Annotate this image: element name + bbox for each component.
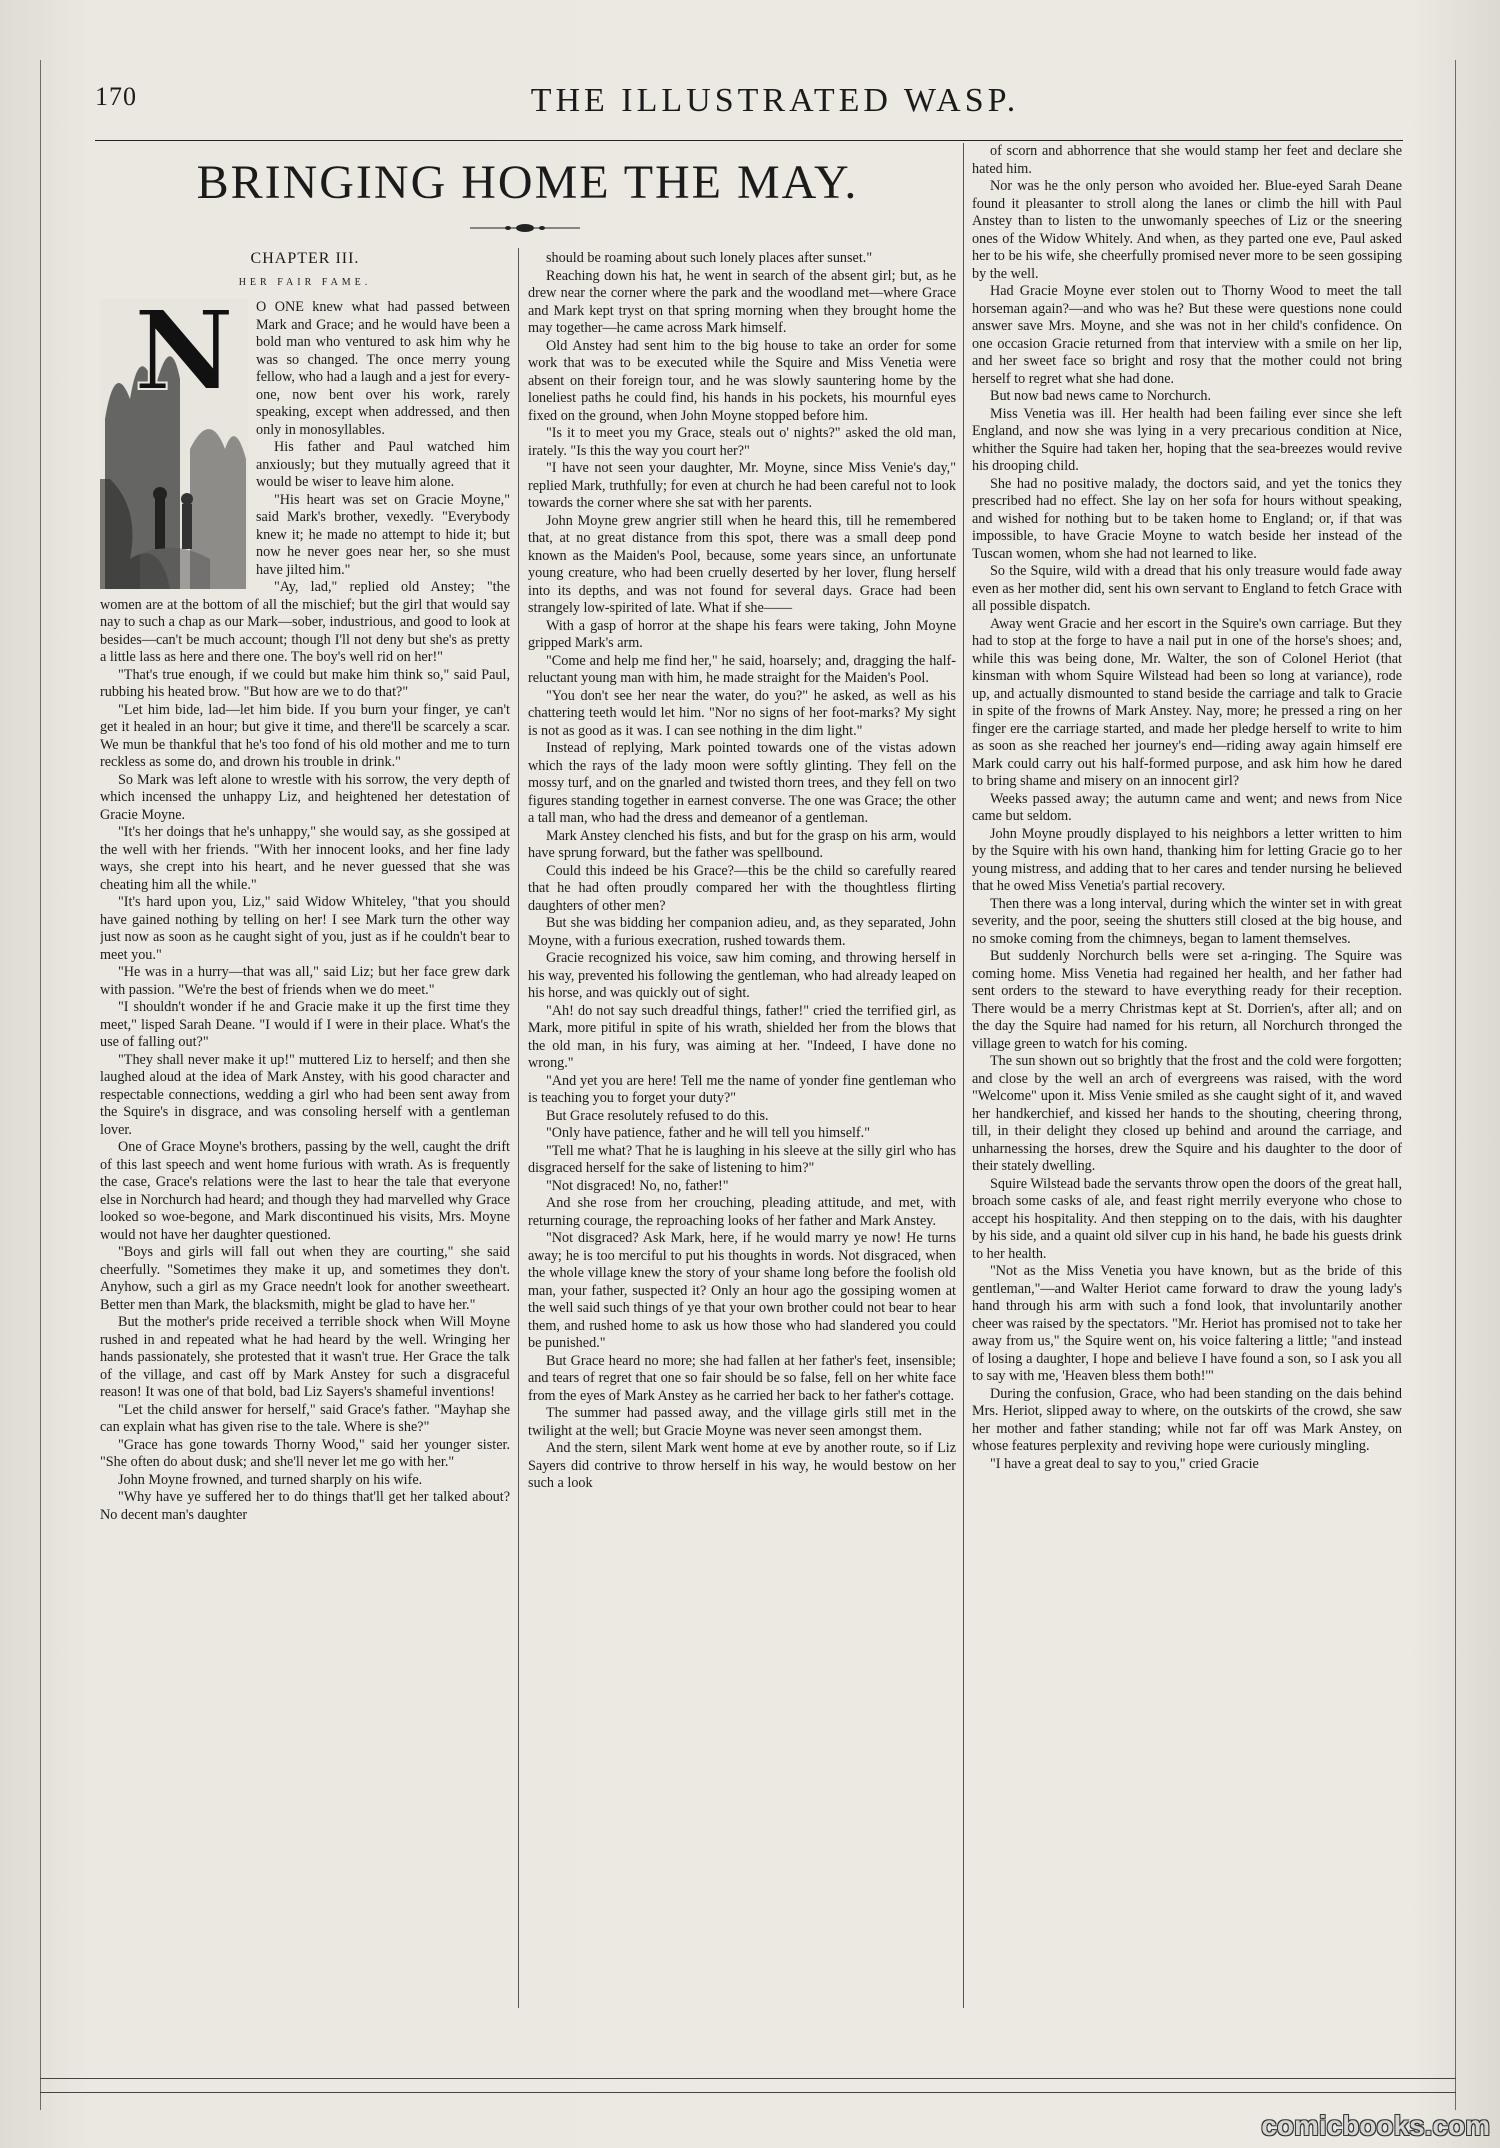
paragraph: "You don't see her near the water, do you?" he asked, as well as his chattering teeth would let him. "Nor no signs of her foot-marks? My sight is not as good as it was. I can see nothing in the dim light." <box>528 687 956 739</box>
article-column-2 <box>528 250 956 2015</box>
paragraph: "That's true enough, if we could but make him think so," said Paul, rubbing his heated brow. "But how are we to do that?" <box>100 666 510 700</box>
paragraph: "Is it to meet you my Grace, steals out o' nights?" asked the old man, irately. "Is this the way you court her?" <box>528 425 956 459</box>
paragraph: "And yet you are here! Tell me the name of yonder fine gentleman who is teaching you to forget your duty?" <box>528 1072 956 1106</box>
header-rule <box>95 140 1403 141</box>
paragraph: Old Anstey had sent him to the big house to take an order for some work that was to be executed while the Squire and Miss Venetia were absent on their foreign tour, and he was slowly sauntering home by the loneliest paths he could find, his hands in his pockets, his mournful eyes fixed on the ground, when John Moyne stopped before him. <box>528 337 956 424</box>
paragraph: Gracie recognized his voice, saw him coming, and throwing herself in his way, prevented his following the gentleman, who had already leaped on his horse, and was quickly out of sight. <box>528 950 956 1001</box>
paragraph: And the stern, silent Mark went home at eve by another route, so if Liz Sayers did contrive to throw herself in his way, he would bestow on her such a look <box>528 1440 956 1491</box>
chapter-heading: CHAPTER III. <box>250 250 360 267</box>
paragraph: But now bad news came to Norchurch. <box>990 388 1212 404</box>
paragraph: John Moyne proudly displayed to his neighbors a letter written to him by the Squire with his own hand, thanking him for letting Gracie go to her young mistress, and adding that to her cares and tender nursing he believed that he owed Miss Venetia's partial recovery. <box>972 825 1402 894</box>
paragraph: With a gasp of horror at the shape his fears were taking, John Moyne gripped Mark's arm. <box>528 617 956 651</box>
bottom-border-rule <box>40 2078 1456 2079</box>
paragraph: "Tell me what? That he is laughing in his sleeve at the silly girl who has disgraced herself for the sake of listening to him?" <box>528 1142 956 1176</box>
article-title: BRINGING HOME THE MAY. <box>196 156 859 209</box>
paragraph: Away went Gracie and her escort in the Squire's own carriage. But they had to stop at the forge to have a nail put in one of the horse's shoes; and, while this was being done, Mr. Walter, the son of Colonel Heriot (that kinsman with whom Squire Wilstead had been so long at variance), rode up, and actually dismounted to stand beside the carriage and talk to Gracie in spite of the frowns of Mark Anstey. Nay, more; he pressed a ring on her finger ere the carriage started, and made her pledge herself to write to him as soon as she reached her journey's end—riding away again himself ere Mark could carry out his half-formed purpose, and ask him how he dared to bring shame and misery on an innocent girl? <box>972 615 1402 789</box>
paragraph: should be roaming about such lonely places after sunset." <box>546 250 873 266</box>
paragraph: "They shall never make it up!" muttered Liz to herself; and then she laughed aloud at the idea of Mark Anstey, with his good character and respectable connections, wedding a girl who had been sent away from the Squire's in disgrace, and was consoling herself with a gentleman lover. <box>100 1051 510 1138</box>
paragraph: Mark Anstey clenched his fists, and but for the grasp on his arm, would have sprung forward, but the father was spellbound. <box>528 827 956 861</box>
paragraph: The sun shown out so brightly that the frost and the cold were forgotten; and close by the well an arch of evergreens was raised, with the word "Welcome" upon it. Miss Venie smiled as she caught sight of it, and waved her handkerchief, and kissed her hands to the shouting, cheering throng, till, in their delight they closed up behind and around the carriage, and unharnessing the horses, drew the Squire and his daughter to the door of their stately dwelling. <box>972 1053 1402 1174</box>
paragraph: "Ah! do not say such dreadful things, father!" cried the terrified girl, as Mark, more pitiful in spite of his wrath, shielded her from the blows that the old man, in his fury, was aiming at her. "Indeed, I have done no wrong." <box>528 1002 956 1071</box>
paragraph: "Why have ye suffered her to do things that'll get her talked about? No decent man's daughter <box>100 1489 510 1523</box>
article-column-3 <box>972 143 1402 2033</box>
paragraph: "His heart was set on Gracie Moyne," said Mark's brother, vexedly. "Everybody knew it; he made no attempt to hide it; but now he never goes near her, so she must have jilted him." <box>256 491 510 578</box>
title-ornament <box>470 222 580 234</box>
paragraph: Instead of replying, Mark pointed towards one of the vistas adown which the rays of the lady moon were softly glinting. They fell on the mossy turf, and on the gnarled and twisted thorn trees, and they fell on two figures standing together in earnest converse. The one was Grace; the other a tall man, who had the dress and demeanor of a gentleman. <box>528 740 956 826</box>
page-number: 170 <box>95 82 137 111</box>
paragraph: Reaching down his hat, he went in search of the absent girl; but, as he drew near the corner where the park and the woodland met—where Grace and Mark kept tryst on that spring morning when they brought home the may together—he came across Mark himself. <box>528 267 956 336</box>
bottom-border-rule-2 <box>40 2092 1456 2093</box>
paragraph: And she rose from her crouching, pleading attitude, and met, with returning courage, the reproaching looks of her father and Mark Anstey. <box>528 1195 956 1229</box>
paragraph: One of Grace Moyne's brothers, passing by the well, caught the drift of this last speech and went home furious with wrath. As is frequently the case, Grace's relations were the last to hear the tale that everyone else in Norchurch had heard; and though they had marvelled why Grace looked so woe-begone, and Mark discontinued his visits, Mrs. Moyne would not have her daughter questioned. <box>100 1139 510 1243</box>
paragraph: But she was bidding her companion adieu, and, as they separated, John Moyne, with a furious execration, rushed towards them. <box>528 915 956 949</box>
paragraph: "Boys and girls will fall out when they are courting," she said cheerfully. "Sometimes they make it up, and sometimes they don't. Anyhow, such a girl as my Grace needn't look for another sweetheart. Better men than Mark, the blacksmith, might be glad to have her." <box>100 1244 510 1313</box>
paragraph: But the mother's pride received a terrible shock when Will Moyne rushed in and repeated what he had heard by the well. Wringing her hands passionately, she protested that it wasn't true. Her Grace the talk of the village, and cast off by Mark Anstey for such a disgraceful reason! It was one of that bold, bad Liz Sayers's shameful inventions! <box>100 1314 510 1400</box>
paragraph: "Only have patience, father and he will tell you himself." <box>546 1125 870 1141</box>
paragraph: "It's her doings that he's unhappy," she would say, as she gossiped at the well with her friends. "With her innocent looks, and her fine lady ways, she crept into his heart, and he never guessed that she was cheating him all the while." <box>100 824 510 893</box>
paragraph: Nor was he the only person who avoided her. Blue-eyed Sarah Deane found it pleasanter to stroll along the lanes or climb the hill with Paul Anstey than to listen to the unwomanly speeches of Liz or the sneering ones of the Widow Whitely. And when, as they parted one eve, Paul asked her to be his wife, she cheerfully promised never more to be seen gossiping by the well. <box>972 178 1402 282</box>
paragraph: "Come and help me find her," he said, hoarsely; and, dragging the half-reluctant young man with him, he made straight for the Maiden's Pool. <box>528 652 956 686</box>
paragraph: So the Squire, wild with a dread that his only treasure would fade away even as her mother did, sent his own servant to England to fetch Grace with all possible dispatch. <box>972 563 1402 614</box>
woodland-engraving-icon <box>100 299 248 589</box>
paragraph: "Not as the Miss Venetia you have known, but as the bride of this gentleman,"—and Walter Heriot came forward to draw the young lady's hand through his arm with such a fond look, that involuntarily another cheer was raised by the spectators. "Mr. Heriot has promised not to take her away from us," the Squire went on, his voice faltering a little; "and instead of losing a daughter, I hope and believe I have found a son, so I ask you all to say with me, 'Heaven bless them both!'" <box>972 1263 1402 1384</box>
paragraph: So Mark was left alone to wrestle with his sorrow, the very depth of which incensed the unhappy Liz, and heightened her detestation of Gracie Moyne. <box>100 771 510 823</box>
article-column-1 <box>100 250 510 2015</box>
paragraph: His father and Paul watched him anxiously; but they mutually agreed that it would be wiser to leave him alone. <box>256 439 510 490</box>
column-2-paragraphs <box>528 250 956 1493</box>
column-3-paragraphs <box>972 143 1402 1473</box>
paragraph: "Not disgraced! No, no, father!" <box>546 1177 729 1194</box>
masthead: THE ILLUSTRATED WASP. <box>530 82 1020 119</box>
paragraph: She had no positive malady, the doctors said, and yet the tonics they prescribed had no effect. She lay on her sofa for hours without speaking, and wished for nothing but to be taken home to England; or, if that was impossible, to have Gracie Moyne to watch beside her instead of the Tuscan women, whom she had not learned to like. <box>972 475 1402 562</box>
paragraph: "He was in a hurry—that was all," said Liz; but her face grew dark with passion. "We're the best of friends when we do meet." <box>100 964 510 998</box>
paragraph: "I have not seen your daughter, Mr. Moyne, since Miss Venie's day," replied Mark, truthfully; for even at church he had been careful not to look towards the corner where she sat with her parents. <box>528 460 956 511</box>
paragraph: Miss Venetia was ill. Her health had been failing ever since she left England, and now she was lying in a very precarious condition at Nice, whither the Squire had taken her, hoping that the sea-breezes would revive his drooping child. <box>972 405 1402 474</box>
paragraph: John Moyne frowned, and turned sharply on his wife. <box>118 1471 423 1488</box>
paragraph: "I shouldn't wonder if he and Gracie make it up the first time they meet," lisped Sarah Deane. "I would if I were in their place. What's the use of falling out?" <box>100 999 510 1050</box>
paragraph: Could this indeed be his Grace?—this be the child so carefully reared that he had often proudly compared her with the thoughtless flirting daughters of other men? <box>528 862 956 914</box>
paragraph: "I have a great deal to say to you," cried Gracie <box>990 1455 1259 1472</box>
paragraph: Squire Wilstead bade the servants throw open the doors of the great hall, broach some casks of ale, and feast right merrily everyone who chose to accept his hospitality. And then stepping on to the dais, with his daughter by his side, and a quaint old silver cup in his hand, he bade his guests drink to her health. <box>972 1175 1402 1262</box>
paragraph: During the confusion, Grace, who had been standing on the dais behind Mrs. Heriot, slipped away to where, on the outskirts of the crowd, she saw her mother and father standing; while not far off was Mark Anstey, on whose features perplexity and reviving hope were curiously mingling. <box>972 1385 1402 1454</box>
paragraph: Had Gracie Moyne ever stolen out to Thorny Wood to meet the tall horseman again?—and who was he? But these were questions none could answer save Mrs. Moyne, and she was not in her child's confidence. On one occasion Gracie returned from that interview with a smile on her lip, and her sweet face so bright and rosy that the mother could not bring herself to regret what she had done. <box>972 283 1402 387</box>
paragraph: "Not disgraced? Ask Mark, here, if he would marry ye now! He turns away; he is too merciful to put his thoughts in words. Not disgraced, when the whole village knew the story of your shame long before the foolish old man, your father, suspected it? Only an hour ago the gossiping women at the well said such things of ye that your own brother could not bear to hear them, and rushed home to ask us how those who had slandered you could be punished." <box>528 1230 956 1351</box>
paragraph: "Grace has gone towards Thorny Wood," said her younger sister. "She often do about dusk; and she'll never let me go with her." <box>100 1436 510 1470</box>
paragraph: But Grace heard no more; she had fallen at her father's feet, insensible; and tears of regret that one so fair should be so false, fell on her white face from the eyes of Mark Anstey as he carried her back to her father's cottage. <box>528 1352 956 1404</box>
paragraph: But Grace resolutely refused to do this. <box>546 1107 769 1124</box>
column-divider-2 <box>963 143 964 2008</box>
right-border-rule <box>1455 60 1456 2110</box>
paragraph: O ONE knew what had passed between Mark and Grace; and he would have been a bold man who ventured to ask him why he was so changed. The once merry young fellow, who had a laugh and a jest for every-one, now bent over his work, rarely speaking, except when addressed, and then only in monosyllables. <box>256 299 510 438</box>
paragraph: "Ay, lad," replied old Anstey; "the women are at the bottom of all the mischief; but the girl that would say nay to such a chap as our Mark—sober, industrious, and good to look at besides—can't be much account; though I'll not deny but she's as pretty a little lass as here and there one. The boy's well rid on her!" <box>100 579 510 665</box>
column-divider-1 <box>518 248 519 2008</box>
paragraph: The summer had passed away, and the village girls still met in the twilight at the well; but Gracie Moyne was never seen amongst them. <box>528 1405 956 1439</box>
chapter-subtitle: HER FAIR FAME. <box>238 276 372 288</box>
paragraph: Then there was a long interval, during which the winter set in with great severity, and the poor, seeing the shutters still closed at the big house, and no smoke coming from the chimneys, began to lament themselves. <box>972 895 1402 947</box>
paragraph: of scorn and abhorrence that she would stamp her feet and declare she hated him. <box>972 143 1402 177</box>
paragraph: "Let the child answer for herself," said Grace's father. "Mayhap she can explain what has given rise to the tale. Where is she?" <box>100 1401 510 1435</box>
paragraph: John Moyne grew angrier still when he heard this, till he remembered that, at no great distance from this spot, there was a small deep pond known as the Maiden's Pool, because, some years since, an unfortunate young creature, who had been cruelly deserted by her lover, flung herself into its depths, and was not found for several days. Grace had been strangely low-spirited of late. What if she—— <box>528 512 956 616</box>
paragraph: "It's hard upon you, Liz," said Widow Whiteley, "that you should have gained nothing by telling on her! I see Mark turn the other way just now as soon as he caught sight of you, just as if he couldn't bear to meet you." <box>100 894 510 963</box>
paragraph: "Let him bide, lad—let him bide. If you burn your finger, ye can't get it healed in an hour; but give it time, and there'll be scarcely a scar. We mun be thankful that he's too fond of his old mother and me to turn reckless as some do, and drown his trouble in drink." <box>100 701 510 770</box>
paragraph: Weeks passed away; the autumn came and went; and news from Nice came but seldom. <box>972 790 1402 824</box>
paragraph: But suddenly Norchurch bells were set a-ringing. The Squire was coming home. Miss Venetia had regained her health, and her father had sent orders to the steward to have everything ready for their reception. There would be a merry Christmas kept at St. Dorrien's, after all; and on the day the Squire had named for his return, all Norchurch thronged the village green to watch for his coming. <box>972 948 1402 1052</box>
watermark: comicbooks.com <box>1261 2110 1490 2141</box>
dropcap-illustration <box>100 299 248 589</box>
svg-text:N: N <box>133 299 235 415</box>
left-border-rule <box>40 60 41 2110</box>
